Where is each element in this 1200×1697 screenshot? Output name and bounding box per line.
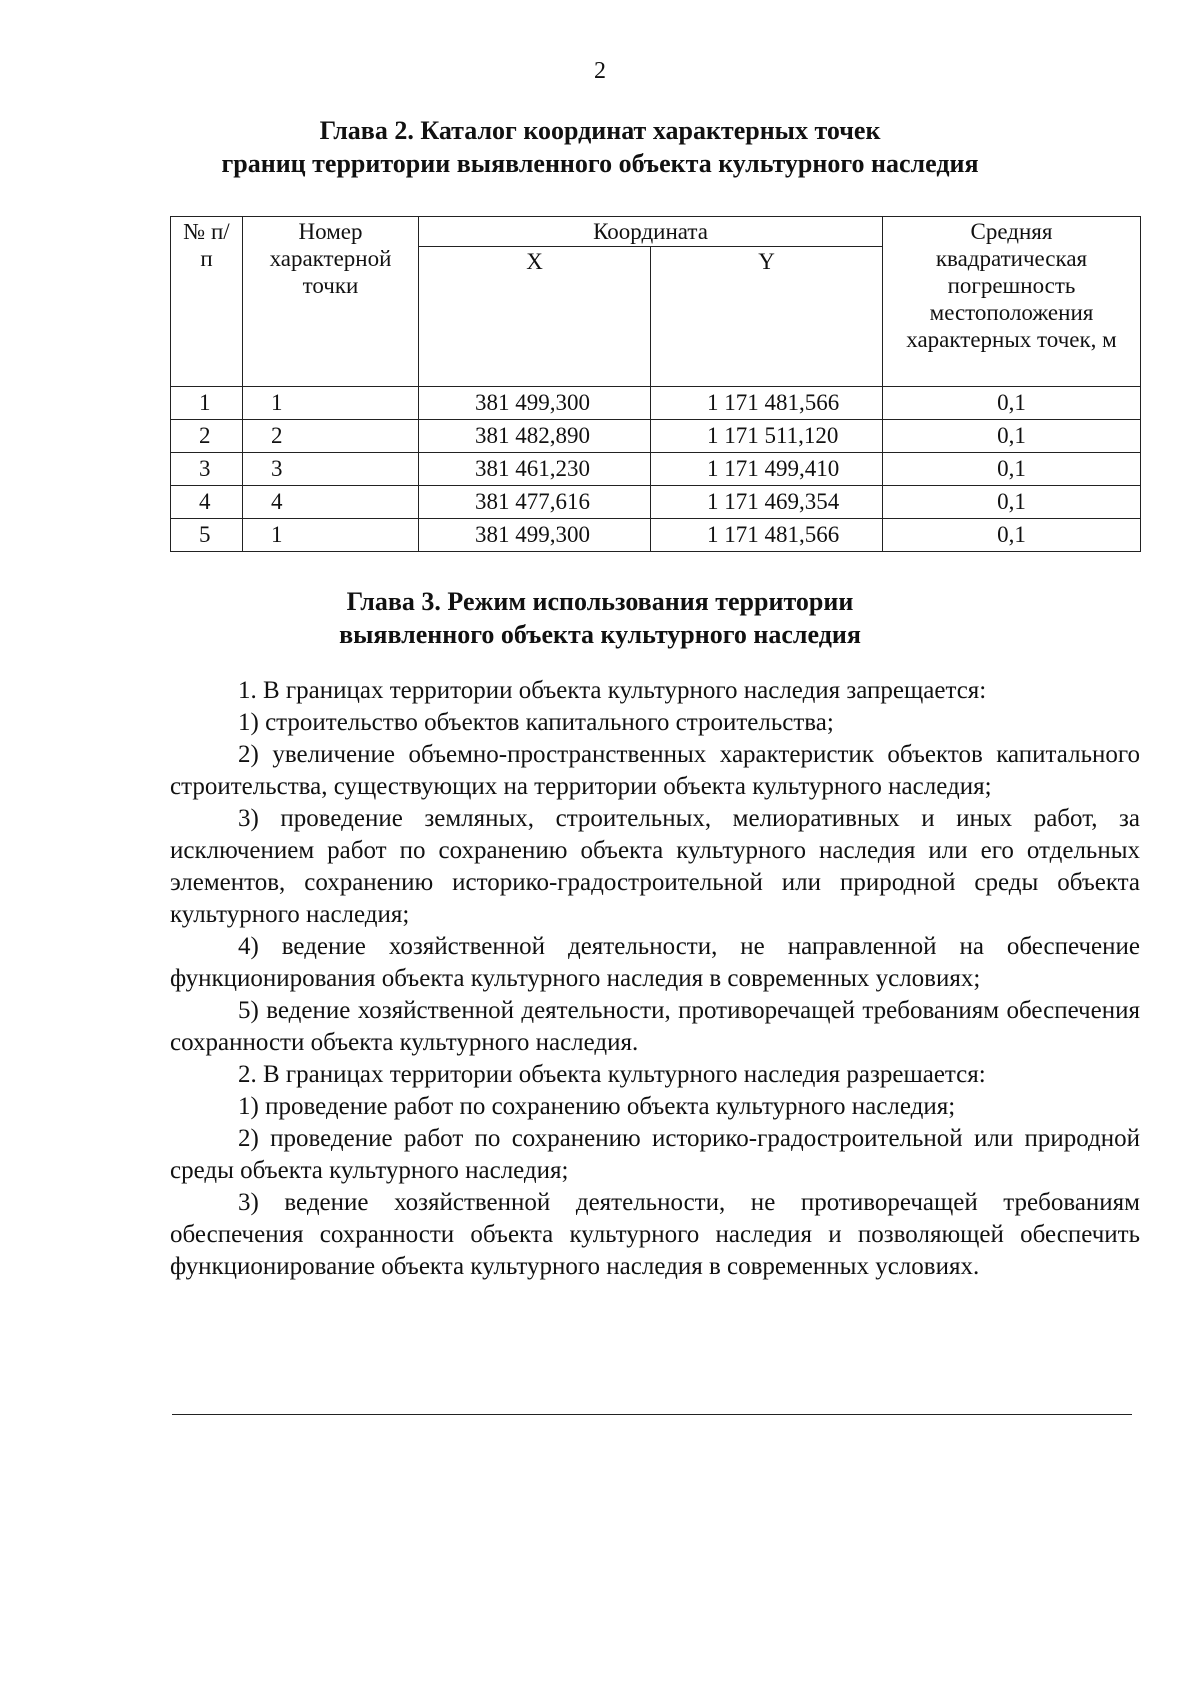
paragraph: 1. В границах территории объекта культурного наследия запрещается: <box>238 677 987 704</box>
cell-row-number: 3 <box>171 453 243 486</box>
cell-point-number: 2 <box>243 420 419 453</box>
paragraph: 2. В границах территории объекта культурного наследия разрешается: <box>238 1061 986 1088</box>
cell-error: 0,1 <box>883 387 1141 420</box>
table-row <box>171 519 1141 552</box>
paragraph: 2) увеличение объемно-пространственных характеристик объектов капитального строительства, существующих на территории объекта культурного наследия; <box>170 741 1140 800</box>
cell-error: 0,1 <box>883 453 1141 486</box>
chapter-2-title-line-1: Глава 2. Каталог координат характерных точек <box>319 116 881 145</box>
header-mean-square-error: Средняя квадратическая погрешность местоположения характерных точек, м <box>883 217 1141 387</box>
cell-row-number: 1 <box>171 387 243 420</box>
chapter-3-title-line-2: выявленного объекта культурного наследия <box>339 620 861 649</box>
paragraph: 1) строительство объектов капитального строительства; <box>238 709 834 736</box>
paragraph: 5) ведение хозяйственной деятельности, противоречащей требованиям обеспечения сохранности объекта культурного наследия. <box>170 997 1140 1056</box>
paragraph: 2) проведение работ по сохранению историко-градостроительной или природной среды объекта культурного наследия; <box>170 1125 1140 1184</box>
table-body <box>171 387 1141 552</box>
cell-error: 0,1 <box>883 486 1141 519</box>
header-coordinate: Координата <box>419 217 883 247</box>
paragraph: 3) ведение хозяйственной деятельности, не противоречащей требованиям обеспечения сохранности объекта культурного наследия и позволяющей обеспечить функционирование объекта культурного наследия в современных условиях. <box>170 1189 1140 1280</box>
cell-row-number: 2 <box>171 420 243 453</box>
chapter-3-body <box>170 675 1140 1283</box>
cell-point-number: 3 <box>243 453 419 486</box>
page-number: 2 <box>594 58 606 84</box>
cell-point-number: 1 <box>243 519 419 552</box>
table-row <box>171 420 1141 453</box>
cell-row-number: 4 <box>171 486 243 519</box>
end-rule <box>172 1414 1132 1415</box>
cell-y: 1 171 481,566 <box>651 387 883 420</box>
table-row <box>171 387 1141 420</box>
paragraph: 1) проведение работ по сохранению объекта культурного наследия; <box>238 1093 956 1120</box>
cell-y: 1 171 499,410 <box>651 453 883 486</box>
chapter-2-heading <box>0 114 1200 180</box>
cell-x: 381 499,300 <box>419 387 651 420</box>
cell-y: 1 171 481,566 <box>651 519 883 552</box>
table-row <box>171 486 1141 519</box>
cell-y: 1 171 469,354 <box>651 486 883 519</box>
cell-x: 381 461,230 <box>419 453 651 486</box>
cell-x: 381 482,890 <box>419 420 651 453</box>
chapter-3-title-line-1: Глава 3. Режим использования территории <box>346 587 854 616</box>
cell-row-number: 5 <box>171 519 243 552</box>
cell-x: 381 499,300 <box>419 519 651 552</box>
header-point-number: Номер характерной точки <box>243 217 419 387</box>
header-number: № п/п <box>171 217 243 387</box>
cell-point-number: 4 <box>243 486 419 519</box>
cell-x: 381 477,616 <box>419 486 651 519</box>
paragraph: 4) ведение хозяйственной деятельности, не направленной на обеспечение функционирования объекта культурного наследия в современных условиях; <box>170 933 1140 992</box>
header-y: Y <box>651 247 883 387</box>
cell-error: 0,1 <box>883 519 1141 552</box>
header-x: X <box>419 247 651 387</box>
chapter-2-title-line-2: границ территории выявленного объекта культурного наследия <box>221 149 979 178</box>
cell-error: 0,1 <box>883 420 1141 453</box>
paragraph: 3) проведение земляных, строительных, мелиоративных и иных работ, за исключением работ по сохранению объекта культурного наследия или его отдельных элементов, сохранению историко-градостроительной или природной среды объекта культурного наследия; <box>170 805 1140 928</box>
cell-y: 1 171 511,120 <box>651 420 883 453</box>
table-row <box>171 453 1141 486</box>
coordinates-table <box>170 216 1141 552</box>
cell-point-number: 1 <box>243 387 419 420</box>
chapter-3-heading <box>0 585 1200 651</box>
